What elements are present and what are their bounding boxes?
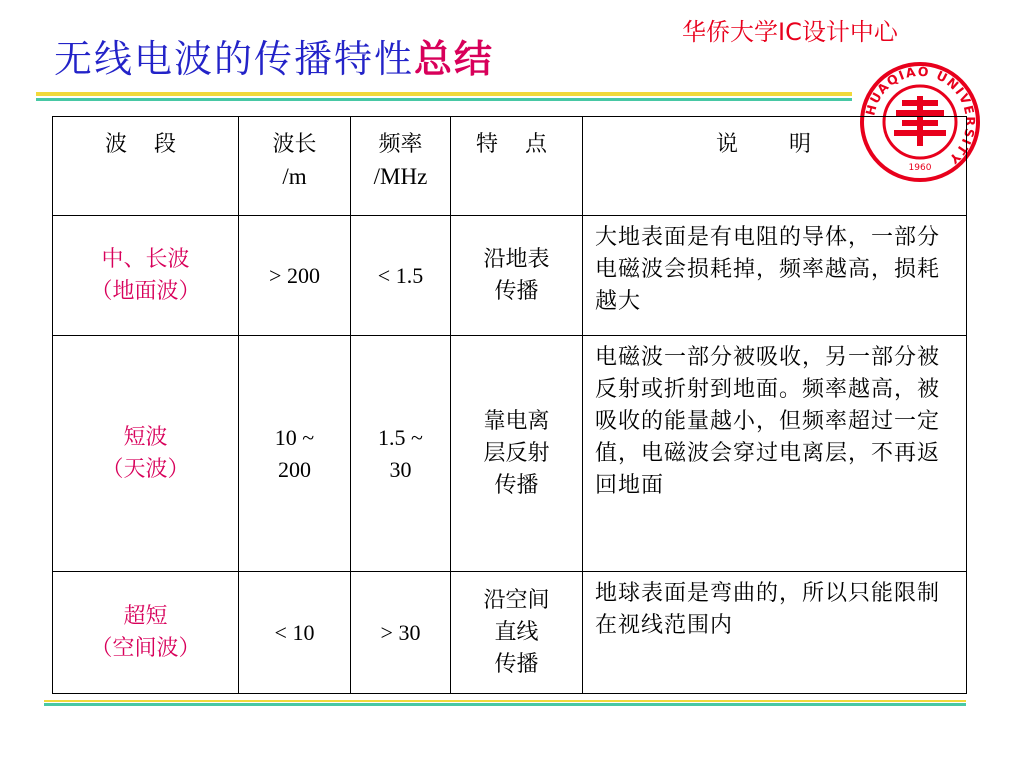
note-cell: 电磁波一部分被吸收，另一部分被反射或折射到地面。频率越高，被吸收的能量越小，但频率超过一定值，电磁波会穿过电离层，不再返回地面 xyxy=(583,336,967,572)
header-feature: 特 点 xyxy=(451,117,583,216)
band-cell: 中、长波 （地面波） xyxy=(53,216,239,336)
title-divider xyxy=(36,92,852,102)
table-header-row xyxy=(53,117,967,216)
band-cell: 短波 （天波） xyxy=(53,336,239,572)
wavelength-cell: > 200 xyxy=(239,216,351,336)
note-cell: 地球表面是弯曲的，所以只能限制在视线范围内 xyxy=(583,572,967,694)
note-cell: 大地表面是有电阻的导体，一部分电磁波会损耗掉，频率越高，损耗越大 xyxy=(583,216,967,336)
feature-cell: 靠电离 层反射 传播 xyxy=(451,336,583,572)
slide-title xyxy=(54,28,494,83)
wavelength-cell: 10 ~ 200 xyxy=(239,336,351,572)
frequency-cell: 1.5 ~ 30 xyxy=(351,336,451,572)
title-highlight: 总结 xyxy=(414,36,495,81)
header-band: 波 段 xyxy=(53,117,239,216)
table-row xyxy=(53,572,967,694)
feature-cell: 沿地表 传播 xyxy=(451,216,583,336)
logo-year: 1960 xyxy=(908,163,932,173)
header-note: 说 明 xyxy=(583,117,967,216)
propagation-summary-table xyxy=(52,116,967,694)
table-row xyxy=(53,216,967,336)
header-frequency: 频率 /MHz xyxy=(351,117,451,216)
table-row xyxy=(53,336,967,572)
band-cell: 超短 （空间波） xyxy=(53,572,239,694)
org-name: 华侨大学IC设计中心 xyxy=(682,18,898,46)
logo-ring-text: HUAQIAO UNIVERSITY xyxy=(862,63,979,168)
feature-cell: 沿空间 直线 传播 xyxy=(451,572,583,694)
frequency-cell: > 30 xyxy=(351,572,451,694)
wavelength-cell: < 10 xyxy=(239,572,351,694)
header-wavelength: 波长 /m xyxy=(239,117,351,216)
footer-divider xyxy=(44,700,966,706)
title-main: 无线电波的传播特性 xyxy=(54,37,415,81)
frequency-cell: < 1.5 xyxy=(351,216,451,336)
